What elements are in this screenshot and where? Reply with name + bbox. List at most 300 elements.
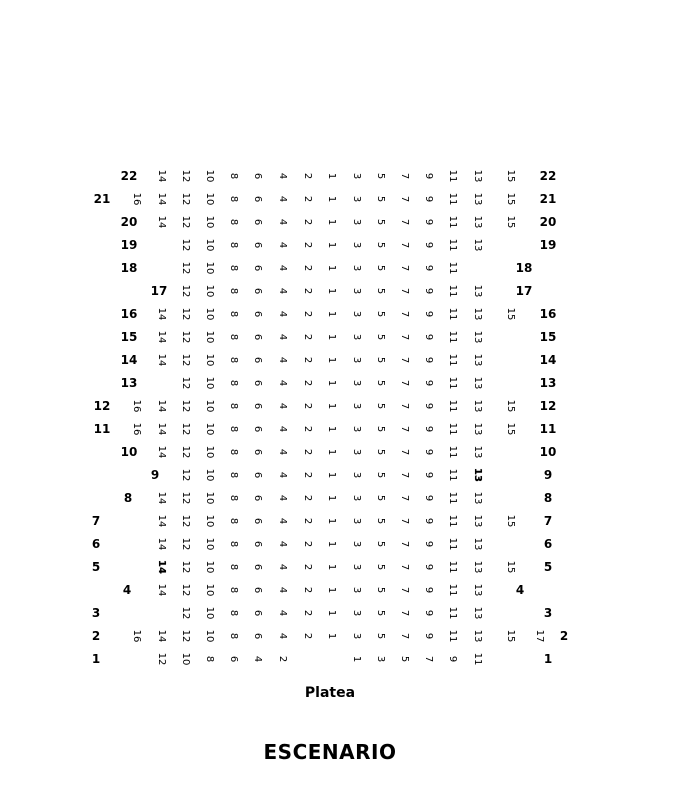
seat-row20-n15[interactable]: 15 — [505, 215, 516, 229]
seat-row14-n8[interactable]: 8 — [228, 356, 239, 364]
seat-row14-n13[interactable]: 13 — [472, 353, 483, 367]
seat-row13-n8[interactable]: 8 — [228, 379, 239, 387]
seat-row6-n2[interactable]: 2 — [302, 540, 313, 548]
seat-row9-n13[interactable]: 13 — [472, 468, 483, 482]
seat-row7-n2[interactable]: 2 — [302, 517, 313, 525]
seat-row7-n4[interactable]: 4 — [277, 517, 288, 525]
seat-row15-n4[interactable]: 4 — [277, 333, 288, 341]
seat-row11-n1[interactable]: 1 — [326, 425, 337, 433]
seat-row10-n10[interactable]: 10 — [204, 445, 215, 459]
seat-row13-n9[interactable]: 9 — [423, 379, 434, 387]
seat-row2-n11[interactable]: 11 — [447, 629, 458, 643]
seat-row1-n3[interactable]: 3 — [375, 655, 386, 663]
seat-row2-n15[interactable]: 15 — [505, 629, 516, 643]
seat-row16-n9[interactable]: 9 — [423, 310, 434, 318]
seat-row12-n3[interactable]: 3 — [351, 402, 362, 410]
seat-row4-n14[interactable]: 14 — [156, 583, 167, 597]
seat-row18-n4[interactable]: 4 — [277, 264, 288, 272]
seat-row11-n16[interactable]: 16 — [131, 422, 142, 436]
seat-row17-n12[interactable]: 12 — [180, 284, 191, 298]
seat-row10-n7[interactable]: 7 — [399, 448, 410, 456]
seat-row8-n6[interactable]: 6 — [252, 494, 263, 502]
seat-row12-n9[interactable]: 9 — [423, 402, 434, 410]
seat-row16-n5[interactable]: 5 — [375, 310, 386, 318]
seat-row14-n4[interactable]: 4 — [277, 356, 288, 364]
seat-row7-n3[interactable]: 3 — [351, 517, 362, 525]
seat-row9-n2[interactable]: 2 — [302, 471, 313, 479]
seat-row21-n1[interactable]: 1 — [326, 195, 337, 203]
seat-row17-n11[interactable]: 11 — [447, 284, 458, 298]
seat-row3-n5[interactable]: 5 — [375, 609, 386, 617]
seat-row4-n10[interactable]: 10 — [204, 583, 215, 597]
seat-row15-n13[interactable]: 13 — [472, 330, 483, 344]
seat-row15-n1[interactable]: 1 — [326, 333, 337, 341]
seat-row14-n11[interactable]: 11 — [447, 353, 458, 367]
seat-row19-n13[interactable]: 13 — [472, 238, 483, 252]
seat-row20-n11[interactable]: 11 — [447, 215, 458, 229]
seat-row16-n8[interactable]: 8 — [228, 310, 239, 318]
seat-row17-n2[interactable]: 2 — [302, 287, 313, 295]
seat-row19-n3[interactable]: 3 — [351, 241, 362, 249]
seat-row22-n1[interactable]: 1 — [326, 172, 337, 180]
seat-row22-n4[interactable]: 4 — [277, 172, 288, 180]
seat-row4-n2[interactable]: 2 — [302, 586, 313, 594]
seat-row2-n2[interactable]: 2 — [302, 632, 313, 640]
seat-row6-n4[interactable]: 4 — [277, 540, 288, 548]
seat-row4-n9[interactable]: 9 — [423, 586, 434, 594]
seat-row3-n3[interactable]: 3 — [351, 609, 362, 617]
seat-row14-n10[interactable]: 10 — [204, 353, 215, 367]
seat-row5-n13[interactable]: 13 — [472, 560, 483, 574]
seat-row3-n4[interactable]: 4 — [277, 609, 288, 617]
seat-row3-n6[interactable]: 6 — [252, 609, 263, 617]
seat-row4-n4[interactable]: 4 — [277, 586, 288, 594]
seat-row7-n8[interactable]: 8 — [228, 517, 239, 525]
seat-row16-n11[interactable]: 11 — [447, 307, 458, 321]
seat-row16-n4[interactable]: 4 — [277, 310, 288, 318]
seat-row10-n12[interactable]: 12 — [180, 445, 191, 459]
seat-row3-n9[interactable]: 9 — [423, 609, 434, 617]
seat-row18-n3[interactable]: 3 — [351, 264, 362, 272]
seat-row22-n5[interactable]: 5 — [375, 172, 386, 180]
seat-row7-n12[interactable]: 12 — [180, 514, 191, 528]
seat-row1-n1[interactable]: 1 — [351, 655, 362, 663]
seat-row13-n5[interactable]: 5 — [375, 379, 386, 387]
seat-row22-n10[interactable]: 10 — [204, 169, 215, 183]
seat-row13-n12[interactable]: 12 — [180, 376, 191, 390]
seat-row20-n12[interactable]: 12 — [180, 215, 191, 229]
seat-row2-n5[interactable]: 5 — [375, 632, 386, 640]
seat-row11-n15[interactable]: 15 — [505, 422, 516, 436]
seat-row2-n9[interactable]: 9 — [423, 632, 434, 640]
seat-row4-n3[interactable]: 3 — [351, 586, 362, 594]
seat-row5-n1[interactable]: 1 — [326, 563, 337, 571]
seat-row18-n8[interactable]: 8 — [228, 264, 239, 272]
seat-row13-n13[interactable]: 13 — [472, 376, 483, 390]
seat-row4-n11[interactable]: 11 — [447, 583, 458, 597]
seat-row4-n13[interactable]: 13 — [472, 583, 483, 597]
seat-row3-n2[interactable]: 2 — [302, 609, 313, 617]
seat-row16-n6[interactable]: 6 — [252, 310, 263, 318]
seat-row14-n7[interactable]: 7 — [399, 356, 410, 364]
seat-row19-n9[interactable]: 9 — [423, 241, 434, 249]
seat-row22-n15[interactable]: 15 — [505, 169, 516, 183]
seat-row15-n12[interactable]: 12 — [180, 330, 191, 344]
seat-row12-n5[interactable]: 5 — [375, 402, 386, 410]
seat-row17-n9[interactable]: 9 — [423, 287, 434, 295]
seat-row12-n2[interactable]: 2 — [302, 402, 313, 410]
seat-row8-n12[interactable]: 12 — [180, 491, 191, 505]
seat-row22-n14[interactable]: 14 — [156, 169, 167, 183]
seat-row4-n7[interactable]: 7 — [399, 586, 410, 594]
seat-row9-n4[interactable]: 4 — [277, 471, 288, 479]
seat-row7-n5[interactable]: 5 — [375, 517, 386, 525]
seat-row8-n14[interactable]: 14 — [156, 491, 167, 505]
seat-row8-n9[interactable]: 9 — [423, 494, 434, 502]
seat-row9-n5[interactable]: 5 — [375, 471, 386, 479]
seat-row1-n7[interactable]: 7 — [423, 655, 434, 663]
seat-row5-n4[interactable]: 4 — [277, 563, 288, 571]
seat-row10-n13[interactable]: 13 — [472, 445, 483, 459]
seat-row6-n10[interactable]: 10 — [204, 537, 215, 551]
seat-row9-n9[interactable]: 9 — [423, 471, 434, 479]
seat-row15-n10[interactable]: 10 — [204, 330, 215, 344]
seat-row19-n4[interactable]: 4 — [277, 241, 288, 249]
seat-row5-n14[interactable]: 14 — [156, 560, 167, 574]
seat-row13-n3[interactable]: 3 — [351, 379, 362, 387]
seat-row12-n10[interactable]: 10 — [204, 399, 215, 413]
seat-row17-n8[interactable]: 8 — [228, 287, 239, 295]
seat-row2-n1[interactable]: 1 — [326, 632, 337, 640]
seat-row13-n11[interactable]: 11 — [447, 376, 458, 390]
seat-row5-n3[interactable]: 3 — [351, 563, 362, 571]
seat-row16-n1[interactable]: 1 — [326, 310, 337, 318]
seat-row8-n11[interactable]: 11 — [447, 491, 458, 505]
seat-row2-n16[interactable]: 16 — [131, 629, 142, 643]
seat-row21-n15[interactable]: 15 — [505, 192, 516, 206]
seat-row6-n5[interactable]: 5 — [375, 540, 386, 548]
seat-row12-n6[interactable]: 6 — [252, 402, 263, 410]
seat-row18-n2[interactable]: 2 — [302, 264, 313, 272]
seat-row7-n6[interactable]: 6 — [252, 517, 263, 525]
seat-row14-n9[interactable]: 9 — [423, 356, 434, 364]
seat-row5-n5[interactable]: 5 — [375, 563, 386, 571]
seat-row8-n10[interactable]: 10 — [204, 491, 215, 505]
seat-row15-n14[interactable]: 14 — [156, 330, 167, 344]
seat-row9-n3[interactable]: 3 — [351, 471, 362, 479]
seat-row2-n4[interactable]: 4 — [277, 632, 288, 640]
seat-row22-n6[interactable]: 6 — [252, 172, 263, 180]
seat-row10-n4[interactable]: 4 — [277, 448, 288, 456]
seat-row5-n2[interactable]: 2 — [302, 563, 313, 571]
seat-row7-n1[interactable]: 1 — [326, 517, 337, 525]
seat-row21-n10[interactable]: 10 — [204, 192, 215, 206]
seat-row16-n14[interactable]: 14 — [156, 307, 167, 321]
seat-row20-n2[interactable]: 2 — [302, 218, 313, 226]
seat-row4-n1[interactable]: 1 — [326, 586, 337, 594]
seat-row6-n14[interactable]: 14 — [156, 537, 167, 551]
seat-row19-n12[interactable]: 12 — [180, 238, 191, 252]
seat-row21-n7[interactable]: 7 — [399, 195, 410, 203]
seat-row10-n8[interactable]: 8 — [228, 448, 239, 456]
seat-row15-n9[interactable]: 9 — [423, 333, 434, 341]
seat-row2-n7[interactable]: 7 — [399, 632, 410, 640]
seat-row11-n2[interactable]: 2 — [302, 425, 313, 433]
seat-row16-n10[interactable]: 10 — [204, 307, 215, 321]
seat-row14-n5[interactable]: 5 — [375, 356, 386, 364]
seat-row12-n15[interactable]: 15 — [505, 399, 516, 413]
seat-row13-n2[interactable]: 2 — [302, 379, 313, 387]
seat-row13-n10[interactable]: 10 — [204, 376, 215, 390]
seat-row12-n14[interactable]: 14 — [156, 399, 167, 413]
seat-row19-n5[interactable]: 5 — [375, 241, 386, 249]
seat-row12-n1[interactable]: 1 — [326, 402, 337, 410]
seat-row8-n8[interactable]: 8 — [228, 494, 239, 502]
seat-row18-n11[interactable]: 11 — [447, 261, 458, 275]
seat-row1-n9[interactable]: 9 — [447, 655, 458, 663]
seat-row20-n10[interactable]: 10 — [204, 215, 215, 229]
seat-row11-n12[interactable]: 12 — [180, 422, 191, 436]
seat-row3-n12[interactable]: 12 — [180, 606, 191, 620]
seat-row2-n6[interactable]: 6 — [252, 632, 263, 640]
seat-row11-n6[interactable]: 6 — [252, 425, 263, 433]
seat-row7-n13[interactable]: 13 — [472, 514, 483, 528]
seat-row15-n2[interactable]: 2 — [302, 333, 313, 341]
seat-row20-n4[interactable]: 4 — [277, 218, 288, 226]
seat-row22-n11[interactable]: 11 — [447, 169, 458, 183]
seat-row20-n8[interactable]: 8 — [228, 218, 239, 226]
seat-row17-n3[interactable]: 3 — [351, 287, 362, 295]
seat-row22-n13[interactable]: 13 — [472, 169, 483, 183]
seat-row11-n13[interactable]: 13 — [472, 422, 483, 436]
seat-row21-n12[interactable]: 12 — [180, 192, 191, 206]
seat-row13-n1[interactable]: 1 — [326, 379, 337, 387]
seat-row16-n3[interactable]: 3 — [351, 310, 362, 318]
seat-row21-n3[interactable]: 3 — [351, 195, 362, 203]
seat-row11-n4[interactable]: 4 — [277, 425, 288, 433]
seat-row18-n7[interactable]: 7 — [399, 264, 410, 272]
seat-row21-n11[interactable]: 11 — [447, 192, 458, 206]
seat-row18-n12[interactable]: 12 — [180, 261, 191, 275]
seat-row14-n12[interactable]: 12 — [180, 353, 191, 367]
seat-row4-n12[interactable]: 12 — [180, 583, 191, 597]
seat-row10-n14[interactable]: 14 — [156, 445, 167, 459]
seat-row11-n8[interactable]: 8 — [228, 425, 239, 433]
seat-row11-n11[interactable]: 11 — [447, 422, 458, 436]
seat-row15-n3[interactable]: 3 — [351, 333, 362, 341]
seat-row1-n11[interactable]: 11 — [472, 652, 483, 666]
seat-row6-n6[interactable]: 6 — [252, 540, 263, 548]
seat-row14-n1[interactable]: 1 — [326, 356, 337, 364]
seat-row12-n11[interactable]: 11 — [447, 399, 458, 413]
seat-row12-n8[interactable]: 8 — [228, 402, 239, 410]
seat-row1-n5[interactable]: 5 — [399, 655, 410, 663]
seat-row14-n14[interactable]: 14 — [156, 353, 167, 367]
seat-row9-n8[interactable]: 8 — [228, 471, 239, 479]
seat-row7-n15[interactable]: 15 — [505, 514, 516, 528]
seat-row19-n8[interactable]: 8 — [228, 241, 239, 249]
seat-row9-n11[interactable]: 11 — [447, 468, 458, 482]
seat-row18-n10[interactable]: 10 — [204, 261, 215, 275]
seat-row17-n4[interactable]: 4 — [277, 287, 288, 295]
seat-row6-n8[interactable]: 8 — [228, 540, 239, 548]
seat-row21-n14[interactable]: 14 — [156, 192, 167, 206]
seat-row2-n8[interactable]: 8 — [228, 632, 239, 640]
seat-row9-n10[interactable]: 10 — [204, 468, 215, 482]
seat-row6-n9[interactable]: 9 — [423, 540, 434, 548]
seat-row12-n12[interactable]: 12 — [180, 399, 191, 413]
seat-row21-n9[interactable]: 9 — [423, 195, 434, 203]
seat-row15-n8[interactable]: 8 — [228, 333, 239, 341]
seat-row13-n7[interactable]: 7 — [399, 379, 410, 387]
seat-row11-n9[interactable]: 9 — [423, 425, 434, 433]
seat-row18-n5[interactable]: 5 — [375, 264, 386, 272]
seat-row11-n5[interactable]: 5 — [375, 425, 386, 433]
seat-row20-n3[interactable]: 3 — [351, 218, 362, 226]
seat-row9-n1[interactable]: 1 — [326, 471, 337, 479]
seat-row20-n7[interactable]: 7 — [399, 218, 410, 226]
seat-row7-n7[interactable]: 7 — [399, 517, 410, 525]
seat-row3-n8[interactable]: 8 — [228, 609, 239, 617]
seat-row3-n1[interactable]: 1 — [326, 609, 337, 617]
seat-row10-n11[interactable]: 11 — [447, 445, 458, 459]
seat-row3-n7[interactable]: 7 — [399, 609, 410, 617]
seat-row5-n11[interactable]: 11 — [447, 560, 458, 574]
seat-row12-n13[interactable]: 13 — [472, 399, 483, 413]
seat-row16-n2[interactable]: 2 — [302, 310, 313, 318]
seat-row9-n12[interactable]: 12 — [180, 468, 191, 482]
seat-row22-n12[interactable]: 12 — [180, 169, 191, 183]
seat-row8-n2[interactable]: 2 — [302, 494, 313, 502]
seat-row18-n6[interactable]: 6 — [252, 264, 263, 272]
seat-row1-n6[interactable]: 6 — [228, 655, 239, 663]
seat-row21-n8[interactable]: 8 — [228, 195, 239, 203]
seat-row10-n6[interactable]: 6 — [252, 448, 263, 456]
seat-row16-n12[interactable]: 12 — [180, 307, 191, 321]
seat-row7-n9[interactable]: 9 — [423, 517, 434, 525]
seat-row21-n6[interactable]: 6 — [252, 195, 263, 203]
seat-row18-n1[interactable]: 1 — [326, 264, 337, 272]
seat-row19-n6[interactable]: 6 — [252, 241, 263, 249]
seat-row15-n6[interactable]: 6 — [252, 333, 263, 341]
seat-row4-n5[interactable]: 5 — [375, 586, 386, 594]
seat-row8-n4[interactable]: 4 — [277, 494, 288, 502]
seat-row15-n7[interactable]: 7 — [399, 333, 410, 341]
seat-row1-n10[interactable]: 10 — [180, 652, 191, 666]
seat-row5-n15[interactable]: 15 — [505, 560, 516, 574]
seat-row2-n17[interactable]: 17 — [534, 629, 545, 643]
seat-row2-n10[interactable]: 10 — [204, 629, 215, 643]
seat-row4-n6[interactable]: 6 — [252, 586, 263, 594]
seat-row19-n7[interactable]: 7 — [399, 241, 410, 249]
seat-row8-n3[interactable]: 3 — [351, 494, 362, 502]
seat-row10-n3[interactable]: 3 — [351, 448, 362, 456]
seat-row7-n10[interactable]: 10 — [204, 514, 215, 528]
seat-row7-n14[interactable]: 14 — [156, 514, 167, 528]
seat-row3-n11[interactable]: 11 — [447, 606, 458, 620]
seat-row19-n2[interactable]: 2 — [302, 241, 313, 249]
seat-row19-n10[interactable]: 10 — [204, 238, 215, 252]
seat-row14-n6[interactable]: 6 — [252, 356, 263, 364]
seat-row16-n13[interactable]: 13 — [472, 307, 483, 321]
seat-row10-n5[interactable]: 5 — [375, 448, 386, 456]
seat-row21-n5[interactable]: 5 — [375, 195, 386, 203]
seat-row11-n7[interactable]: 7 — [399, 425, 410, 433]
seat-row20-n1[interactable]: 1 — [326, 218, 337, 226]
seat-row5-n8[interactable]: 8 — [228, 563, 239, 571]
seat-row11-n14[interactable]: 14 — [156, 422, 167, 436]
seat-row19-n11[interactable]: 11 — [447, 238, 458, 252]
seat-row1-n4[interactable]: 4 — [252, 655, 263, 663]
seat-row6-n12[interactable]: 12 — [180, 537, 191, 551]
seat-row8-n7[interactable]: 7 — [399, 494, 410, 502]
seat-row21-n4[interactable]: 4 — [277, 195, 288, 203]
seat-row20-n14[interactable]: 14 — [156, 215, 167, 229]
seat-row20-n6[interactable]: 6 — [252, 218, 263, 226]
seat-row2-n14[interactable]: 14 — [156, 629, 167, 643]
seat-row17-n7[interactable]: 7 — [399, 287, 410, 295]
seat-row16-n15[interactable]: 15 — [505, 307, 516, 321]
seat-row9-n6[interactable]: 6 — [252, 471, 263, 479]
seat-row22-n3[interactable]: 3 — [351, 172, 362, 180]
seat-row8-n1[interactable]: 1 — [326, 494, 337, 502]
seat-row22-n9[interactable]: 9 — [423, 172, 434, 180]
seat-row15-n5[interactable]: 5 — [375, 333, 386, 341]
seat-row17-n13[interactable]: 13 — [472, 284, 483, 298]
seat-row10-n9[interactable]: 9 — [423, 448, 434, 456]
seat-row11-n3[interactable]: 3 — [351, 425, 362, 433]
seat-row16-n7[interactable]: 7 — [399, 310, 410, 318]
seat-row7-n11[interactable]: 11 — [447, 514, 458, 528]
seat-row3-n10[interactable]: 10 — [204, 606, 215, 620]
seat-row12-n7[interactable]: 7 — [399, 402, 410, 410]
seat-row6-n1[interactable]: 1 — [326, 540, 337, 548]
seat-row2-n3[interactable]: 3 — [351, 632, 362, 640]
seat-row1-n2[interactable]: 2 — [277, 655, 288, 663]
seat-row6-n7[interactable]: 7 — [399, 540, 410, 548]
seat-row5-n10[interactable]: 10 — [204, 560, 215, 574]
seat-row13-n4[interactable]: 4 — [277, 379, 288, 387]
seat-row9-n7[interactable]: 7 — [399, 471, 410, 479]
seat-row17-n5[interactable]: 5 — [375, 287, 386, 295]
seat-row3-n13[interactable]: 13 — [472, 606, 483, 620]
seat-row13-n6[interactable]: 6 — [252, 379, 263, 387]
seat-row5-n12[interactable]: 12 — [180, 560, 191, 574]
seat-row20-n5[interactable]: 5 — [375, 218, 386, 226]
seat-row21-n13[interactable]: 13 — [472, 192, 483, 206]
seat-row6-n11[interactable]: 11 — [447, 537, 458, 551]
seat-row22-n8[interactable]: 8 — [228, 172, 239, 180]
seat-row20-n9[interactable]: 9 — [423, 218, 434, 226]
seat-row2-n13[interactable]: 13 — [472, 629, 483, 643]
seat-row10-n1[interactable]: 1 — [326, 448, 337, 456]
seat-row21-n2[interactable]: 2 — [302, 195, 313, 203]
seat-row12-n16[interactable]: 16 — [131, 399, 142, 413]
seat-row11-n10[interactable]: 10 — [204, 422, 215, 436]
seat-row22-n2[interactable]: 2 — [302, 172, 313, 180]
seat-row17-n6[interactable]: 6 — [252, 287, 263, 295]
seat-row18-n9[interactable]: 9 — [423, 264, 434, 272]
seat-row5-n9[interactable]: 9 — [423, 563, 434, 571]
seat-row5-n6[interactable]: 6 — [252, 563, 263, 571]
seat-row6-n3[interactable]: 3 — [351, 540, 362, 548]
seat-row17-n10[interactable]: 10 — [204, 284, 215, 298]
seat-row15-n11[interactable]: 11 — [447, 330, 458, 344]
seat-row14-n2[interactable]: 2 — [302, 356, 313, 364]
seat-row8-n5[interactable]: 5 — [375, 494, 386, 502]
seat-row5-n7[interactable]: 7 — [399, 563, 410, 571]
seat-row14-n3[interactable]: 3 — [351, 356, 362, 364]
